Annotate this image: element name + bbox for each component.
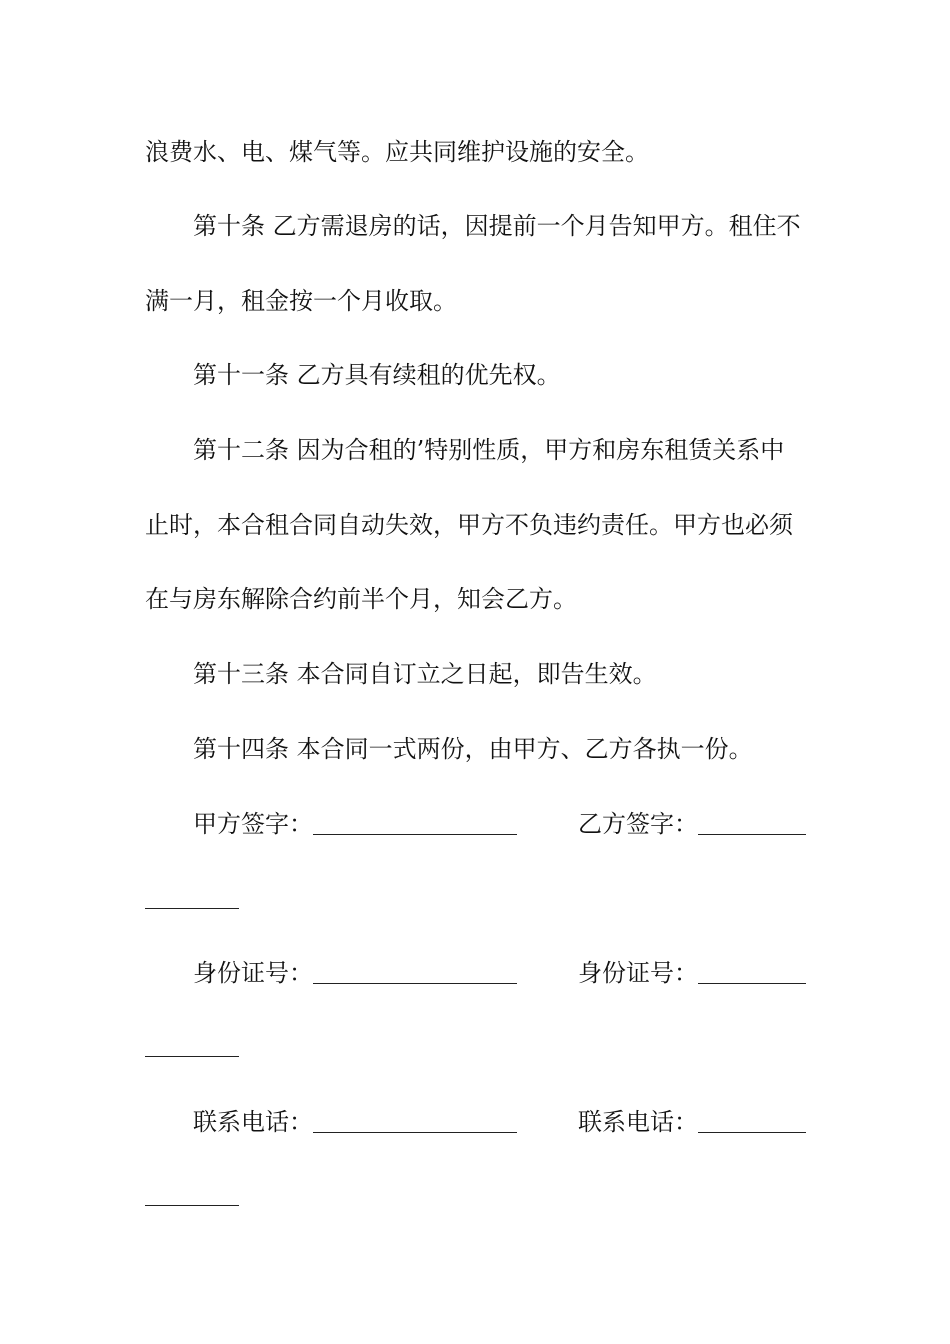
party-b-signature-blank-continued [145, 908, 239, 909]
paragraph-line: 浪费水、电、煤气等。应共同维护设施的安全。 [145, 138, 649, 166]
party-a-phone-blank [313, 1132, 517, 1133]
party-b-id-blank-continued [145, 1056, 239, 1057]
clause-12-continued: 止时，本合租合同自动失效，甲方不负违约责任。甲方也必须 [145, 511, 793, 539]
clause-10-continued: 满一月，租金按一个月收取。 [145, 287, 457, 315]
party-a-phone-label: 联系电话： [193, 1108, 313, 1136]
clause-11: 第十一条 乙方具有续租的优先权。 [193, 361, 561, 389]
party-a-signature-blank [313, 834, 517, 835]
clause-10: 第十条 乙方需退房的话，因提前一个月告知甲方。租住不 [193, 212, 801, 240]
party-b-phone-blank [698, 1132, 806, 1133]
party-b-id-blank [698, 983, 806, 984]
clause-12: 第十二条 因为合租的’特别性质，甲方和房东租赁关系中 [193, 436, 785, 464]
clause-14: 第十四条 本合同一式两份，由甲方、乙方各执一份。 [193, 735, 753, 763]
party-b-phone-label: 联系电话： [578, 1108, 698, 1136]
party-a-signature-label: 甲方签字： [193, 810, 313, 838]
clause-12-continued: 在与房东解除合约前半个月，知会乙方。 [145, 585, 577, 613]
party-b-signature-label: 乙方签字： [578, 810, 698, 838]
party-b-phone-blank-continued [145, 1205, 239, 1206]
party-a-id-blank [313, 983, 517, 984]
party-a-id-label: 身份证号： [193, 959, 313, 987]
party-b-id-label: 身份证号： [578, 959, 698, 987]
party-b-signature-blank [698, 834, 806, 835]
clause-13: 第十三条 本合同自订立之日起，即告生效。 [193, 660, 657, 688]
